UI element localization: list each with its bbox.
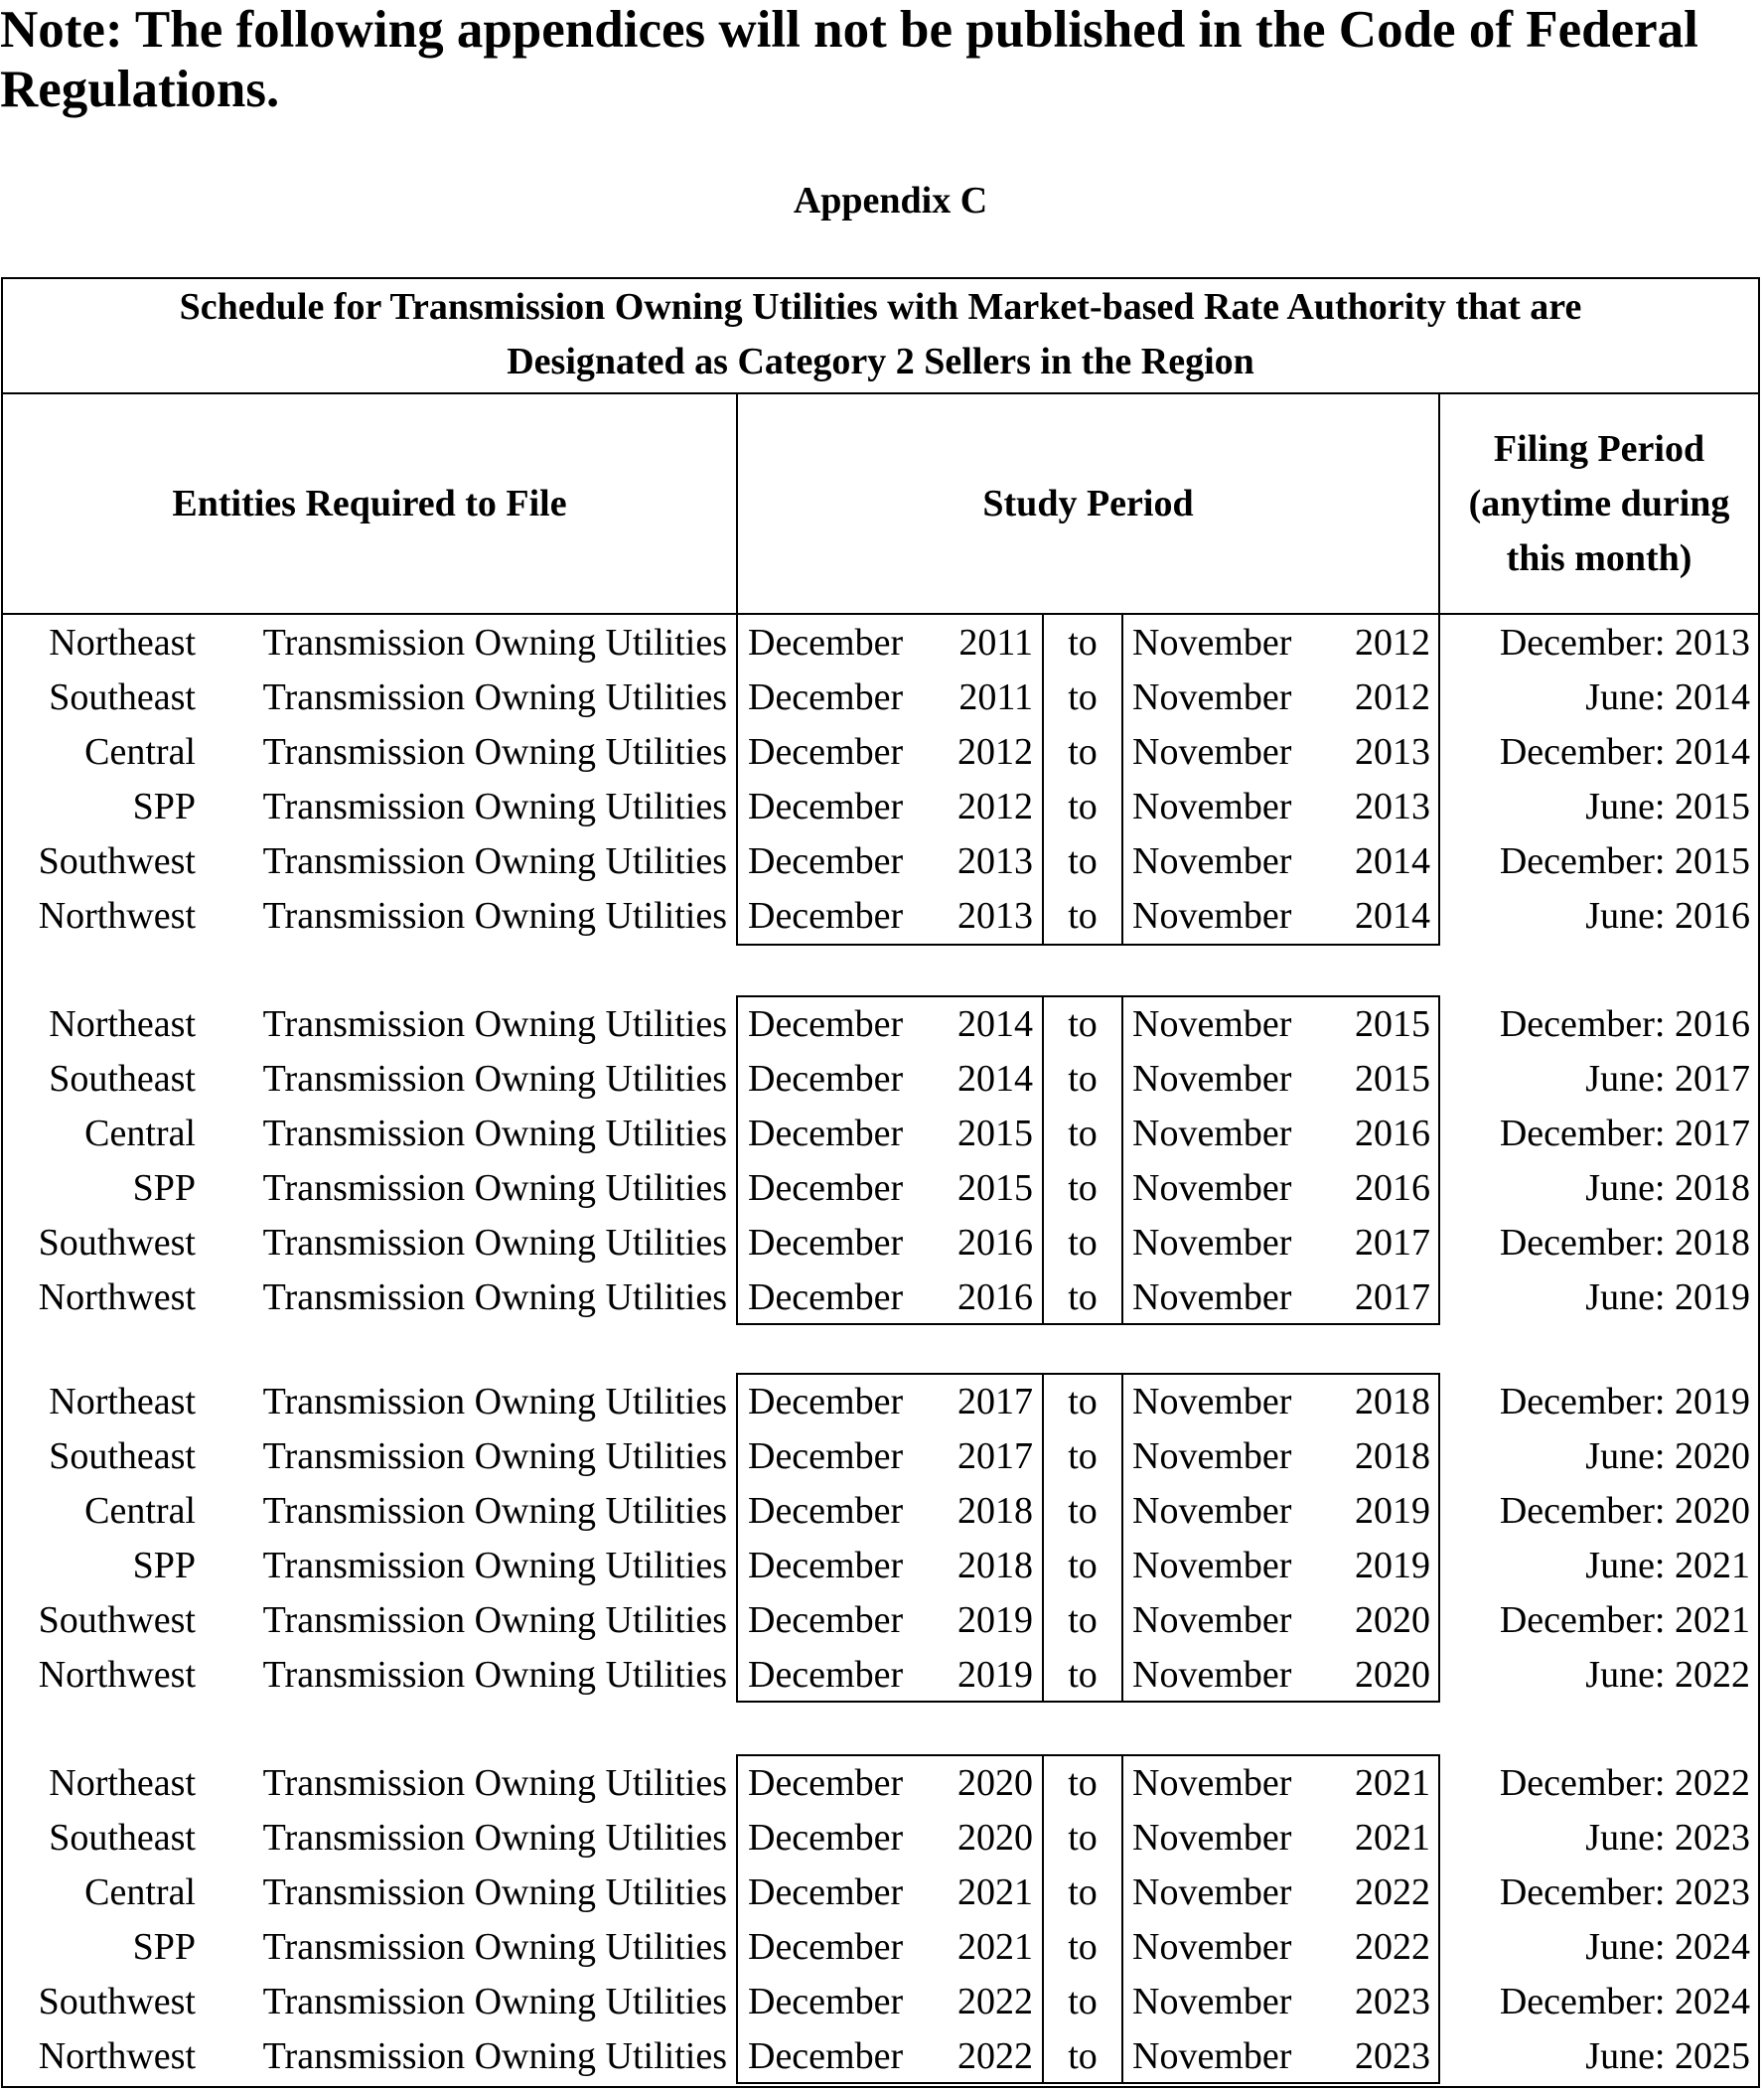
end-month: November <box>1132 1762 1292 1804</box>
end-year: 2013 <box>1355 731 1430 773</box>
filing-period: December: 2014 <box>1499 731 1750 773</box>
entity-suffix: Transmission Owning Utilities <box>262 1167 727 1209</box>
start-month: December <box>748 1222 904 1264</box>
start-year: 2013 <box>957 840 1033 882</box>
study-period-divider <box>1121 995 1123 1325</box>
to-label: to <box>1068 1926 1098 1968</box>
start-month: December <box>748 1381 904 1422</box>
filing-period: June: 2022 <box>1585 1654 1750 1696</box>
filing-period: December: 2019 <box>1499 1381 1750 1422</box>
entity-suffix: Transmission Owning Utilities <box>262 895 727 937</box>
header-divider-2 <box>1438 394 1440 613</box>
start-month: December <box>748 1981 904 2022</box>
entity-suffix: Transmission Owning Utilities <box>262 1817 727 1859</box>
region-name: Southwest <box>38 840 196 882</box>
filing-period: December: 2023 <box>1499 1871 1750 1913</box>
end-year: 2019 <box>1355 1545 1430 1586</box>
end-month: November <box>1132 1222 1292 1264</box>
start-year: 2012 <box>957 731 1033 773</box>
filing-period: December: 2015 <box>1499 840 1750 882</box>
region-name: Northwest <box>38 1276 196 1318</box>
region-name: SPP <box>132 1167 196 1209</box>
start-month: December <box>748 1167 904 1209</box>
region-name: Southeast <box>49 1058 196 1100</box>
header-filing-line-3: this month) <box>1506 536 1692 579</box>
start-year: 2018 <box>957 1490 1033 1532</box>
start-month: December <box>748 1435 904 1477</box>
end-month: November <box>1132 1545 1292 1586</box>
filing-period: December: 2024 <box>1499 1981 1750 2022</box>
start-month: December <box>748 1003 904 1045</box>
to-label: to <box>1068 840 1098 882</box>
to-label: to <box>1068 676 1098 718</box>
region-name: Northwest <box>38 895 196 937</box>
end-month: November <box>1132 1490 1292 1532</box>
end-month: November <box>1132 1981 1292 2022</box>
region-name: Southwest <box>38 1222 196 1264</box>
to-label: to <box>1068 1167 1098 1209</box>
entity-suffix: Transmission Owning Utilities <box>262 1222 727 1264</box>
start-month: December <box>748 1113 904 1154</box>
start-year: 2016 <box>957 1276 1033 1318</box>
study-period-divider <box>1121 613 1123 946</box>
start-month: December <box>748 1490 904 1532</box>
entity-suffix: Transmission Owning Utilities <box>262 622 727 664</box>
end-month: November <box>1132 1113 1292 1154</box>
end-month: November <box>1132 895 1292 937</box>
filing-period: June: 2015 <box>1585 786 1750 827</box>
filing-period: December: 2013 <box>1499 622 1750 664</box>
to-label: to <box>1068 1490 1098 1532</box>
header-study-period: Study Period <box>982 482 1194 524</box>
end-year: 2016 <box>1355 1113 1430 1154</box>
to-label: to <box>1068 1817 1098 1859</box>
end-year: 2023 <box>1355 2035 1430 2077</box>
entity-suffix: Transmission Owning Utilities <box>262 2035 727 2077</box>
entity-suffix: Transmission Owning Utilities <box>262 731 727 773</box>
end-month: November <box>1132 1654 1292 1696</box>
region-name: Southeast <box>49 1435 196 1477</box>
filing-period: June: 2017 <box>1585 1058 1750 1100</box>
region-name: Central <box>84 1113 196 1154</box>
start-year: 2017 <box>957 1381 1033 1422</box>
start-year: 2019 <box>957 1599 1033 1641</box>
start-month: December <box>748 786 904 827</box>
start-month: December <box>748 895 904 937</box>
filing-period: June: 2016 <box>1585 895 1750 937</box>
end-year: 2020 <box>1355 1599 1430 1641</box>
table-title <box>1 277 1760 394</box>
end-month: November <box>1132 1926 1292 1968</box>
region-name: Northeast <box>49 622 196 664</box>
end-year: 2021 <box>1355 1817 1430 1859</box>
end-year: 2022 <box>1355 1926 1430 1968</box>
start-year: 2020 <box>957 1817 1033 1859</box>
entity-suffix: Transmission Owning Utilities <box>262 1490 727 1532</box>
entity-suffix: Transmission Owning Utilities <box>262 1654 727 1696</box>
to-label: to <box>1068 1762 1098 1804</box>
start-year: 2021 <box>957 1926 1033 1968</box>
region-name: Central <box>84 1490 196 1532</box>
filing-period: June: 2021 <box>1585 1545 1750 1586</box>
start-year: 2018 <box>957 1545 1033 1586</box>
to-label: to <box>1068 2035 1098 2077</box>
region-name: Central <box>84 1871 196 1913</box>
region-name: Northwest <box>38 1654 196 1696</box>
end-month: November <box>1132 786 1292 827</box>
region-name: Southwest <box>38 1981 196 2022</box>
entity-suffix: Transmission Owning Utilities <box>262 1926 727 1968</box>
start-month: December <box>748 1817 904 1859</box>
study-period-divider <box>1121 1373 1123 1703</box>
start-year: 2021 <box>957 1871 1033 1913</box>
start-month: December <box>748 731 904 773</box>
end-month: November <box>1132 1058 1292 1100</box>
start-year: 2012 <box>957 786 1033 827</box>
start-year: 2017 <box>957 1435 1033 1477</box>
end-month: November <box>1132 1817 1292 1859</box>
start-year: 2020 <box>957 1762 1033 1804</box>
header-filing-line-1: Filing Period <box>1493 427 1705 470</box>
header-filing-period <box>1440 394 1758 613</box>
end-month: November <box>1132 1167 1292 1209</box>
start-year: 2016 <box>957 1222 1033 1264</box>
region-name: SPP <box>132 1545 196 1586</box>
end-month: November <box>1132 1871 1292 1913</box>
to-label: to <box>1068 1058 1098 1100</box>
end-year: 2017 <box>1355 1222 1430 1264</box>
start-year: 2014 <box>957 1058 1033 1100</box>
end-month: November <box>1132 1435 1292 1477</box>
to-label: to <box>1068 1222 1098 1264</box>
start-month: December <box>748 2035 904 2077</box>
end-month: November <box>1132 1276 1292 1318</box>
start-year: 2022 <box>957 2035 1033 2077</box>
region-name: Central <box>84 731 196 773</box>
end-month: November <box>1132 731 1292 773</box>
header-entities: Entities Required to File <box>172 482 567 524</box>
start-month: December <box>748 840 904 882</box>
start-month: December <box>748 1545 904 1586</box>
end-year: 2012 <box>1355 622 1430 664</box>
end-year: 2022 <box>1355 1871 1430 1913</box>
filing-period: December: 2021 <box>1499 1599 1750 1641</box>
start-year: 2022 <box>957 1981 1033 2022</box>
entity-suffix: Transmission Owning Utilities <box>262 676 727 718</box>
entity-suffix: Transmission Owning Utilities <box>262 1435 727 1477</box>
end-month: November <box>1132 1599 1292 1641</box>
entity-suffix: Transmission Owning Utilities <box>262 1762 727 1804</box>
filing-period: June: 2024 <box>1585 1926 1750 1968</box>
end-year: 2015 <box>1355 1058 1430 1100</box>
start-month: December <box>748 622 904 664</box>
filing-period: June: 2023 <box>1585 1817 1750 1859</box>
start-month: December <box>748 676 904 718</box>
start-month: December <box>748 1276 904 1318</box>
filing-period: December: 2018 <box>1499 1222 1750 1264</box>
start-year: 2015 <box>957 1113 1033 1154</box>
filing-period: December: 2020 <box>1499 1490 1750 1532</box>
filing-period: December: 2017 <box>1499 1113 1750 1154</box>
start-month: December <box>748 1058 904 1100</box>
to-label: to <box>1068 1435 1098 1477</box>
entity-suffix: Transmission Owning Utilities <box>262 1003 727 1045</box>
end-year: 2021 <box>1355 1762 1430 1804</box>
to-label: to <box>1068 1654 1098 1696</box>
end-year: 2023 <box>1355 1981 1430 2022</box>
region-name: SPP <box>132 1926 196 1968</box>
entity-suffix: Transmission Owning Utilities <box>262 1113 727 1154</box>
entity-suffix: Transmission Owning Utilities <box>262 1981 727 2022</box>
start-year: 2019 <box>957 1654 1033 1696</box>
start-month: December <box>748 1762 904 1804</box>
start-month: December <box>748 1926 904 1968</box>
to-label: to <box>1068 895 1098 937</box>
filing-period: June: 2018 <box>1585 1167 1750 1209</box>
end-year: 2020 <box>1355 1654 1430 1696</box>
entity-suffix: Transmission Owning Utilities <box>262 1381 727 1422</box>
end-year: 2015 <box>1355 1003 1430 1045</box>
entity-suffix: Transmission Owning Utilities <box>262 1871 727 1913</box>
end-year: 2014 <box>1355 840 1430 882</box>
to-label: to <box>1068 731 1098 773</box>
region-name: Northwest <box>38 2035 196 2077</box>
filing-period: June: 2020 <box>1585 1435 1750 1477</box>
end-month: November <box>1132 1381 1292 1422</box>
entity-suffix: Transmission Owning Utilities <box>262 840 727 882</box>
region-name: Southeast <box>49 676 196 718</box>
start-month: December <box>748 1599 904 1641</box>
end-year: 2012 <box>1355 676 1430 718</box>
start-year: 2011 <box>958 622 1033 664</box>
to-label: to <box>1068 1276 1098 1318</box>
end-year: 2013 <box>1355 786 1430 827</box>
region-name: Southeast <box>49 1817 196 1859</box>
table-title-line-2: Designated as Category 2 Sellers in the Region <box>507 341 1254 382</box>
end-year: 2016 <box>1355 1167 1430 1209</box>
start-year: 2011 <box>958 676 1033 718</box>
filing-period: June: 2019 <box>1585 1276 1750 1318</box>
region-name: Northeast <box>49 1762 196 1804</box>
region-name: Southwest <box>38 1599 196 1641</box>
region-name: SPP <box>132 786 196 827</box>
appendix-title: Appendix C <box>793 180 988 222</box>
entity-suffix: Transmission Owning Utilities <box>262 1545 727 1586</box>
header-divider-1 <box>736 394 738 613</box>
study-period-divider <box>1121 1754 1123 2084</box>
to-label: to <box>1068 1545 1098 1586</box>
end-year: 2017 <box>1355 1276 1430 1318</box>
to-label: to <box>1068 1981 1098 2022</box>
filing-period: December: 2022 <box>1499 1762 1750 1804</box>
end-month: November <box>1132 840 1292 882</box>
end-month: November <box>1132 622 1292 664</box>
filing-period: June: 2014 <box>1585 676 1750 718</box>
to-label: to <box>1068 1599 1098 1641</box>
to-label: to <box>1068 786 1098 827</box>
note-text: Note: The following appendices will not be published in the Code of Federal Regulations. <box>0 1 1698 118</box>
start-year: 2013 <box>957 895 1033 937</box>
end-month: November <box>1132 2035 1292 2077</box>
filing-period: December: 2016 <box>1499 1003 1750 1045</box>
start-year: 2014 <box>957 1003 1033 1045</box>
end-month: November <box>1132 676 1292 718</box>
start-year: 2015 <box>957 1167 1033 1209</box>
to-label: to <box>1068 1381 1098 1422</box>
header-filing-line-2: (anytime during <box>1468 482 1730 524</box>
end-month: November <box>1132 1003 1292 1045</box>
entity-suffix: Transmission Owning Utilities <box>262 1058 727 1100</box>
start-month: December <box>748 1871 904 1913</box>
end-year: 2014 <box>1355 895 1430 937</box>
entity-suffix: Transmission Owning Utilities <box>262 786 727 827</box>
entity-suffix: Transmission Owning Utilities <box>262 1599 727 1641</box>
filing-period: June: 2025 <box>1585 2035 1750 2077</box>
to-label: to <box>1068 1003 1098 1045</box>
to-label: to <box>1068 622 1098 664</box>
entity-suffix: Transmission Owning Utilities <box>262 1276 727 1318</box>
end-year: 2019 <box>1355 1490 1430 1532</box>
end-year: 2018 <box>1355 1381 1430 1422</box>
to-label: to <box>1068 1871 1098 1913</box>
table-title-line-1: Schedule for Transmission Owning Utilities with Market-based Rate Authority that are <box>179 286 1582 328</box>
start-month: December <box>748 1654 904 1696</box>
end-year: 2018 <box>1355 1435 1430 1477</box>
to-label: to <box>1068 1113 1098 1154</box>
region-name: Northeast <box>49 1003 196 1045</box>
region-name: Northeast <box>49 1381 196 1422</box>
